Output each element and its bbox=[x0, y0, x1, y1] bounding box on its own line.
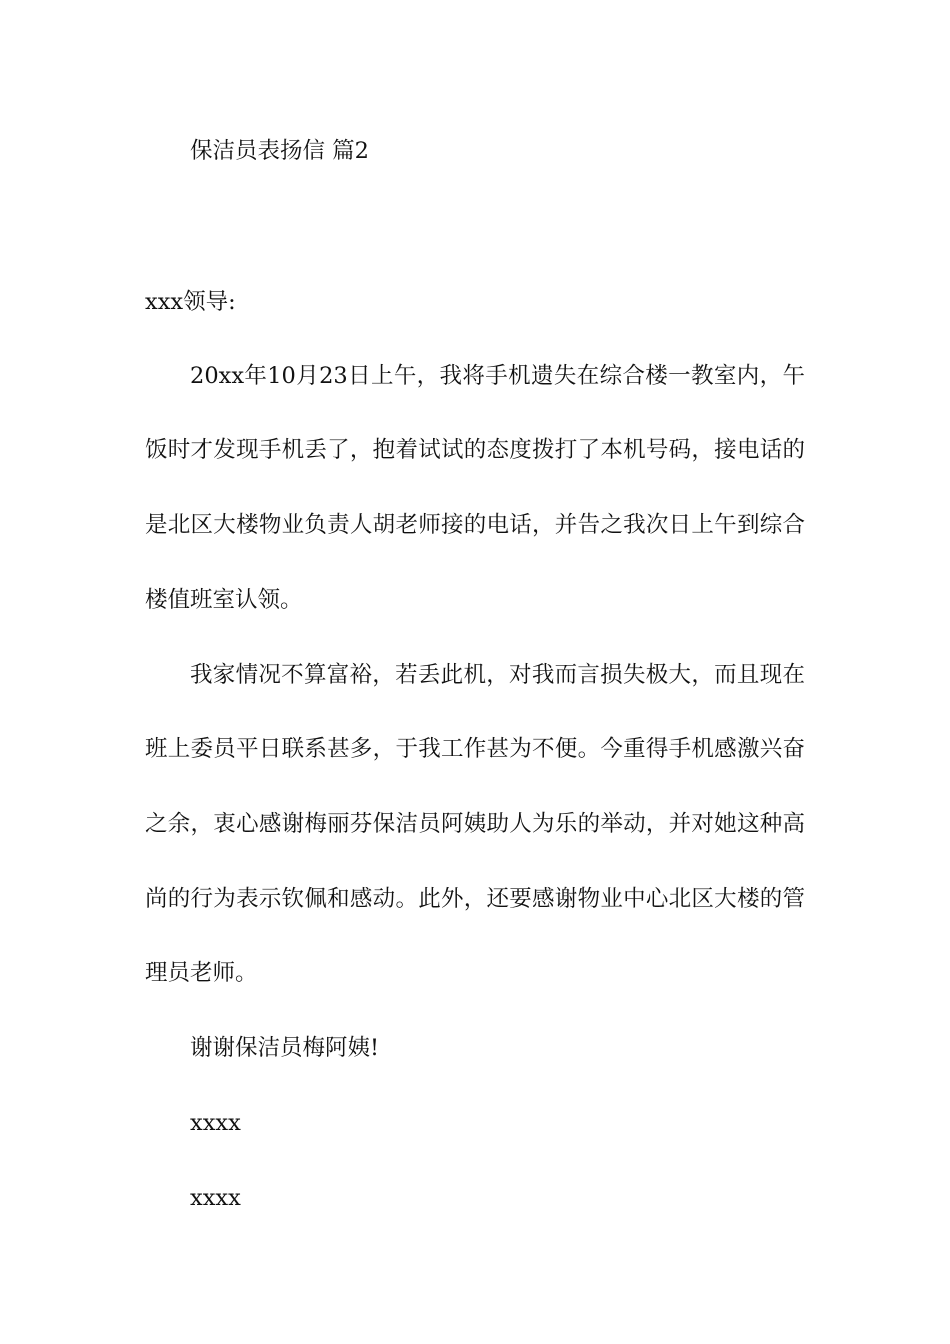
document-title: 保洁员表扬信 篇2 bbox=[190, 138, 369, 164]
paragraph-line: 饭时才发现手机丢了，抱着试试的态度拨打了本机号码，接电话的 bbox=[145, 437, 805, 463]
paragraph-line: 之余，衷心感谢梅丽芬保洁员阿姨助人为乐的举动，并对她这种高 bbox=[145, 811, 805, 837]
paragraph-line: 理员老师。 bbox=[145, 960, 258, 986]
paragraph-line: 尚的行为表示钦佩和感动。此外，还要感谢物业中心北区大楼的管 bbox=[145, 886, 805, 912]
salutation: xxx领导: bbox=[145, 289, 236, 315]
paragraph-line: 是北区大楼物业负责人胡老师接的电话，并告之我次日上午到综合 bbox=[145, 512, 805, 538]
signature-name: xxxx bbox=[190, 1110, 241, 1136]
paragraph-line: 楼值班室认领。 bbox=[145, 587, 303, 613]
signature-date: xxxx bbox=[190, 1185, 241, 1211]
paragraph-line: 20xx年10月23日上午，我将手机遗失在综合楼一教室内，午 bbox=[190, 363, 805, 389]
paragraph-line: 我家情况不算富裕，若丢此机，对我而言损失极大，而且现在 bbox=[190, 662, 805, 688]
thanks-line: 谢谢保洁员梅阿姨! bbox=[190, 1035, 380, 1061]
paragraph-line: 班上委员平日联系甚多，于我工作甚为不便。今重得手机感激兴奋 bbox=[145, 736, 805, 762]
